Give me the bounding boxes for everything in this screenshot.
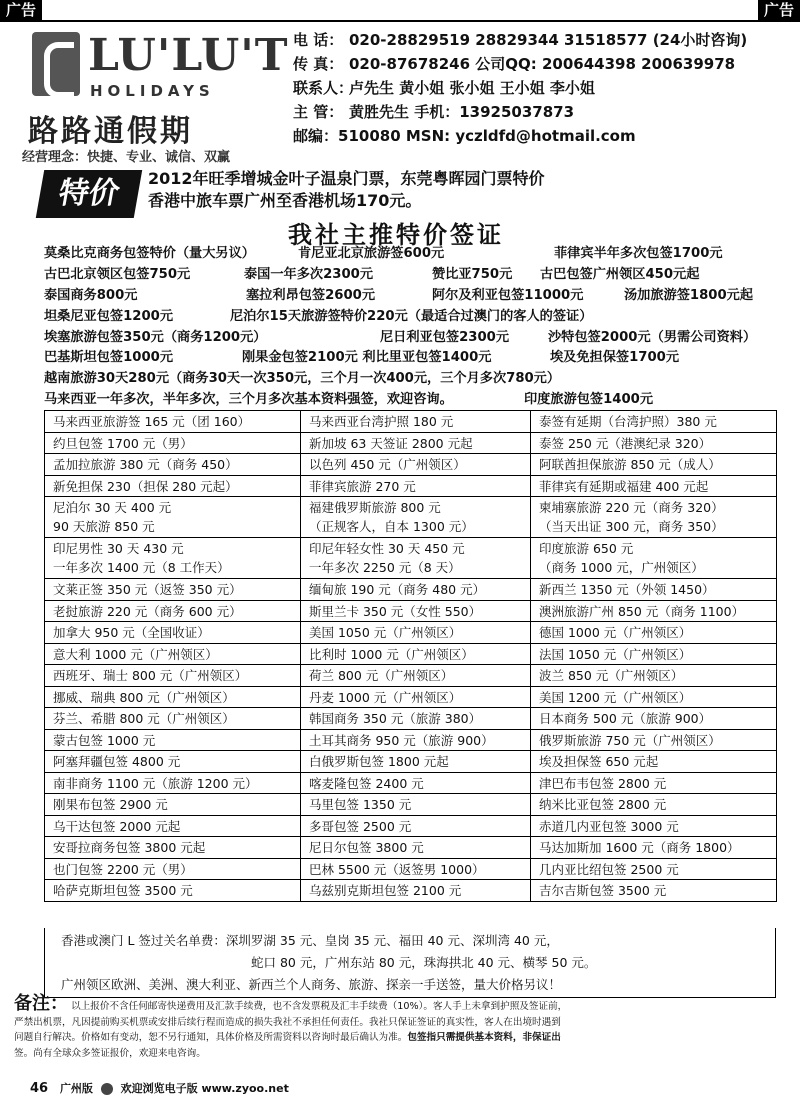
phone-value: 020-28829519 28829344 31518577 (24小时咨询) [349,31,748,49]
table-cell [531,858,777,880]
table-cell [45,858,301,880]
cell-text: 波兰 850 元（广州领区） [539,668,684,684]
table-cell [45,411,301,433]
table-cell [301,600,531,622]
table-cell [45,880,301,902]
cell-text: 美国 1200 元（广州领区） [539,689,692,705]
table-row [45,794,777,816]
cell-text: 印尼年轻女性 30 天 450 元 [309,541,465,556]
cell-text: 斯里兰卡 350 元（女性 550） [309,603,482,619]
table-cell [531,475,777,497]
cell-text: 新免担保 230（担保 280 元起） [53,478,238,494]
table-row [45,686,777,708]
cell-text: 日本商务 500 元（旅游 900） [539,711,712,727]
table-cell [45,600,301,622]
promo-item: 马来西亚一年多次，半年多次，三个月多次基本资料强签，欢迎咨询。 [44,392,453,408]
table-row [45,772,777,794]
cell-text: （当天出证 300 元，商务 350） [539,519,724,534]
promo-item: 沙特包签2000元（男需公司资料） [548,329,757,345]
cell-text: 纳米比亚包签 2800 元 [539,797,667,813]
cell-text: 白俄罗斯包签 1800 元起 [309,754,449,770]
table-row [45,475,777,497]
hk-macau-fee-line-2: 蛇口 80 元，广州东站 80 元，珠海拱北 40 元、横琴 50 元。 [251,955,597,970]
logo-chinese: 路路通假期 [28,114,193,149]
promo-line [44,265,784,286]
contacts-row [293,76,747,100]
remark-line [14,993,786,1015]
cell-text: 马达加斯加 1600 元（商务 1800） [539,840,740,856]
table-cell [531,497,777,538]
table-cell [301,579,531,601]
promo-item: 泰国商务800元 [44,287,138,303]
promo-line [44,369,784,390]
cell-text: 丹麦 1000 元（广州领区） [309,689,462,705]
table-cell [45,686,301,708]
cell-text: 俄罗斯旅游 750 元（广州领区） [539,732,721,748]
cell-text: 阿联酋担保旅游 850 元（成人） [539,457,721,473]
table-cell [45,665,301,687]
table-cell [301,858,531,880]
table-row [45,729,777,751]
table-cell [301,432,531,454]
table-cell [301,538,531,579]
table-cell [301,815,531,837]
promo-item: 塞拉利昂包签2600元 [246,287,376,303]
page-footer [30,1080,289,1096]
table-cell [45,622,301,644]
promo-item: 肯尼亚北京旅游签600元 [298,246,445,261]
fax-label: 传 真： [293,55,344,73]
promo-item: 阿尔及利亚包签11000元 [432,287,584,303]
cell-text: 美国 1050 元（广州领区） [309,625,462,641]
table-cell [45,475,301,497]
promo-item: 尼日利亚包签2300元 [380,329,510,345]
cell-text: 意大利 1000 元（广州领区） [53,646,218,662]
table-cell [531,665,777,687]
table-row [45,880,777,902]
promo-item: 刚果金包签2100元 利比里亚包签1400元 [242,350,492,366]
promo-item: 尼泊尔15天旅游签特价220元（最适合过澳门的客人的签证） [230,308,593,324]
promo-item: 印度旅游包签1400元 [524,392,654,408]
table-row [45,411,777,433]
promo-line [44,348,784,369]
promo-item: 古巴北京领区包签750元 [44,266,191,282]
table-cell [531,622,777,644]
special-price-badge: 特价 [36,170,142,218]
table-cell [531,772,777,794]
table-cell [45,772,301,794]
promo-item: 泰国一年多次2300元 [244,266,374,282]
table-cell [531,815,777,837]
table-cell [45,579,301,601]
cell-text: 一年多次 1400 元（8 工作天） [53,560,230,575]
page-number: 46 [30,1081,49,1096]
cell-text: 文莱正签 350 元（返签 350 元） [53,582,242,598]
table-row [45,643,777,665]
promo-line [44,244,784,265]
table-row [45,454,777,476]
table-row [45,538,777,579]
cell-text: 尼日尔包签 3800 元 [309,840,424,856]
table-cell [45,837,301,859]
company-logo [22,26,289,166]
table-row [45,579,777,601]
table-cell [45,538,301,579]
table-cell [531,729,777,751]
edition-label: 广州版 [59,1082,93,1095]
manager-row [293,100,747,124]
table-row [45,858,777,880]
cell-text: 马里包签 1350 元 [309,797,412,813]
table-cell [531,794,777,816]
section-title: 我社主推特价签证 [288,220,504,249]
cell-text: 一年多次 2250 元（8 天） [309,560,461,575]
promo-item: 赞比亚750元 [432,266,513,282]
cell-text: 泰签有延期（台湾护照）380 元 [539,414,717,430]
cell-text: 90 天旅游 850 元 [53,519,155,534]
cell-text: 柬埔寨旅游 220 元（商务 320） [539,500,724,515]
promo-item: 埃塞旅游包签350元（商务1200元） [44,329,267,345]
table-row [45,497,777,538]
promo-visa-list [44,244,784,411]
table-cell [301,622,531,644]
table-cell [45,751,301,773]
remark-line: 严禁出机票，凡因提前购买机票或安排后续行程而造成的损失我社不承担任何责任。我社只保证签证的真实性，客人在出境时遇到 [14,1016,561,1028]
table-cell [45,497,301,538]
cell-text: 也门包签 2200 元（男） [53,861,193,877]
ad-tag-left: 广告 [0,0,42,20]
cell-text: 新西兰 1350 元（外领 1450） [539,582,715,598]
table-cell [45,708,301,730]
special-line-1: 2012年旺季增城金叶子温泉门票，东莞粤晖园门票特价 [148,169,545,188]
postal-value: 510080 MSN: yczldfd@hotmail.com [338,127,636,145]
table-cell [531,708,777,730]
cell-text: （商务 1000 元，广州领区） [539,560,704,575]
cell-text: 安哥拉商务包签 3800 元起 [53,840,206,856]
manager-value: 黄胜先生 手机：13925037873 [349,103,575,121]
table-row [45,708,777,730]
contacts-label: 联系人： [293,79,354,97]
cell-text: 法国 1050 元（广州领区） [539,646,692,662]
cell-text: 埃及担保签 650 元起 [539,754,659,770]
table-cell [301,880,531,902]
cell-text: 老挝旅游 220 元（商务 600 元） [53,603,242,619]
promo-item: 汤加旅游签1800元起 [624,287,754,303]
table-cell [531,600,777,622]
cell-text: 缅甸旅 190 元（商务 480 元） [309,582,486,598]
table-cell [531,411,777,433]
table-cell [45,432,301,454]
table-cell [301,686,531,708]
cell-text: 马来西亚旅游签 165 元（团 160） [53,414,251,430]
table-row [45,837,777,859]
table-cell [531,686,777,708]
manager-label: 主 管： [293,103,344,121]
cell-text: 孟加拉旅游 380 元（商务 450） [53,457,238,473]
table-row [45,815,777,837]
business-motto: 经营理念：快捷、专业、诚信、双赢 [22,150,231,165]
cell-text: 挪威、瑞典 800 元（广州领区） [53,689,235,705]
promo-item: 古巴包签广州领区450元起 [540,266,700,282]
table-cell [301,411,531,433]
cell-text: 刚果布包签 2900 元 [53,797,168,813]
cell-text: 印度旅游 650 元 [539,541,634,556]
hk-macau-fee-line: 香港或澳门 L 签过关名单费：深圳罗湖 35 元、皇岗 35 元、福田 40 元、深圳湾 40 元， [61,933,559,948]
special-line-2: 香港中旅车票广州至香港机场170元。 [148,191,422,210]
table-row [45,665,777,687]
cell-text: 南非商务 1100 元（旅游 1200 元） [53,775,258,791]
table-cell [301,794,531,816]
footer-logo-icon [101,1083,113,1095]
cell-text: 尼泊尔 30 天 400 元 [53,500,172,515]
table-cell [531,579,777,601]
table-cell [531,880,777,902]
table-cell [301,497,531,538]
cell-text: （正规客人，自本 1300 元） [309,519,474,534]
promo-item: 越南旅游30天280元（商务30天一次350元，三个月一次400元，三个月多次780元） [44,371,561,387]
cell-text: 约旦包签 1700 元（男） [53,435,193,451]
cell-text: 吉尔吉斯包签 3500 元 [539,883,667,899]
remark-text: 问题自行解决。价格如有变动，恕不另行通知，具体价格及所需资料以咨询时最后确认为准。 [14,1032,408,1043]
table-cell [45,794,301,816]
logo-subtitle: HOLIDAYS [90,82,215,100]
table-row [45,600,777,622]
table-cell [45,729,301,751]
table-cell [301,708,531,730]
phone-row [293,28,747,52]
promo-item: 坦桑尼亚包签1200元 [44,308,174,324]
logo-mark-icon [32,32,80,96]
table-row [45,622,777,644]
special-offers [148,168,545,212]
cell-text: 多哥包签 2500 元 [309,818,412,834]
table-row [45,432,777,454]
cell-text: 菲律宾有延期或福建 400 元起 [539,478,709,494]
table-cell [301,837,531,859]
table-cell [45,815,301,837]
fax-row [293,52,747,76]
guangzhou-consulate-note: 广州领区欧洲、美洲、澳大利亚、新西兰个人商务、旅游、探亲一手送签，量大价格另议！ [61,977,562,992]
cell-text: 津巴布韦包签 2800 元 [539,775,667,791]
fax-value: 020-87678246 公司QQ: 200644398 200639978 [349,55,736,73]
promo-item: 埃及免担保签1700元 [550,350,680,366]
promo-line [44,307,784,328]
remark-emphasis: 包签指只需提供基本资料，非保证出 [407,1032,561,1043]
promo-item: 莫桑比克商务包签特价（量大另议） [44,246,255,261]
table-cell [301,729,531,751]
table-cell [301,643,531,665]
cell-text: 泰签 250 元（港澳纪录 320） [539,435,712,451]
table-cell [301,751,531,773]
cell-text: 赤道几内亚包签 3000 元 [539,818,679,834]
postal-label: 邮编： [293,127,339,145]
cell-text: 土耳其商务 950 元（旅游 900） [309,732,494,748]
footer-website: 欢迎浏览电子版 www.zyoo.net [120,1082,289,1095]
table-cell [531,643,777,665]
table-cell [531,751,777,773]
table-cell [45,643,301,665]
table-cell [531,837,777,859]
promo-line [44,390,784,411]
cell-text: 哈萨克斯坦包签 3500 元 [53,883,193,899]
cell-text: 阿塞拜疆包签 4800 元 [53,754,181,770]
table-cell [531,454,777,476]
logo-english: LU'LU'T [88,30,289,81]
cell-text: 乌干达包签 2000 元起 [53,818,181,834]
remark-line [14,1030,786,1046]
cell-text: 荷兰 800 元（广州领区） [309,668,454,684]
table-cell [301,475,531,497]
cell-text: 福建俄罗斯旅游 800 元 [309,500,441,515]
cell-text: 蒙古包签 1000 元 [53,732,156,748]
promo-line [44,286,784,307]
cell-text: 加拿大 950 元（全国收证） [53,625,210,641]
contacts-value: 卢先生 黄小姐 张小姐 王小姐 李小姐 [349,79,595,97]
cell-text: 德国 1000 元（广州领区） [539,625,692,641]
phone-label: 电 话： [293,31,344,49]
cell-text: 巴林 5500 元（返签男 1000） [309,861,485,877]
table-cell [301,665,531,687]
cell-text: 乌兹别克斯坦包签 2100 元 [309,883,462,899]
remarks [14,993,786,1061]
cell-text: 韩国商务 350 元（旅游 380） [309,711,482,727]
header-divider [0,20,800,22]
cell-text: 马来西亚台湾护照 180 元 [309,414,454,430]
remark-line: 签。尚有全球众多签证报价，欢迎来电咨询。 [14,1047,206,1059]
cell-text: 澳洲旅游广州 850 元（商务 1100） [539,603,745,619]
promo-item: 菲律宾半年多次包签1700元 [554,246,723,261]
cell-text: 印尼男性 30 天 430 元 [53,541,184,556]
table-row [45,751,777,773]
postal-row [293,124,747,148]
remark-text: 以上报价不含任何邮寄快递费用及汇款手续费，也不含发票税及汇丰手续费（10%）。客人手上未拿到护照及签证前， [71,1001,568,1012]
visa-price-table [44,410,777,902]
cell-text: 西班牙、瑞士 800 元（广州领区） [53,668,248,684]
cell-text: 几内亚比绍包签 2500 元 [539,861,679,877]
cell-text: 比利时 1000 元（广州领区） [309,646,474,662]
cell-text: 以色列 450 元（广州领区） [309,457,466,473]
promo-line [44,328,784,349]
table-cell [301,772,531,794]
cell-text: 喀麦隆包签 2400 元 [309,775,424,791]
remark-label: 备注： [14,993,68,1014]
notes-box [44,928,776,998]
cell-text: 新加坡 63 天签证 2800 元起 [309,435,473,451]
table-cell [301,454,531,476]
contact-block [293,28,747,148]
cell-text: 芬兰、希腊 800 元（广州领区） [53,711,235,727]
cell-text: 菲律宾旅游 270 元 [309,478,416,494]
table-cell [45,454,301,476]
table-cell [531,432,777,454]
promo-item: 巴基斯坦包签1000元 [44,350,174,366]
ad-tag-right: 广告 [758,0,800,20]
table-cell [531,538,777,579]
